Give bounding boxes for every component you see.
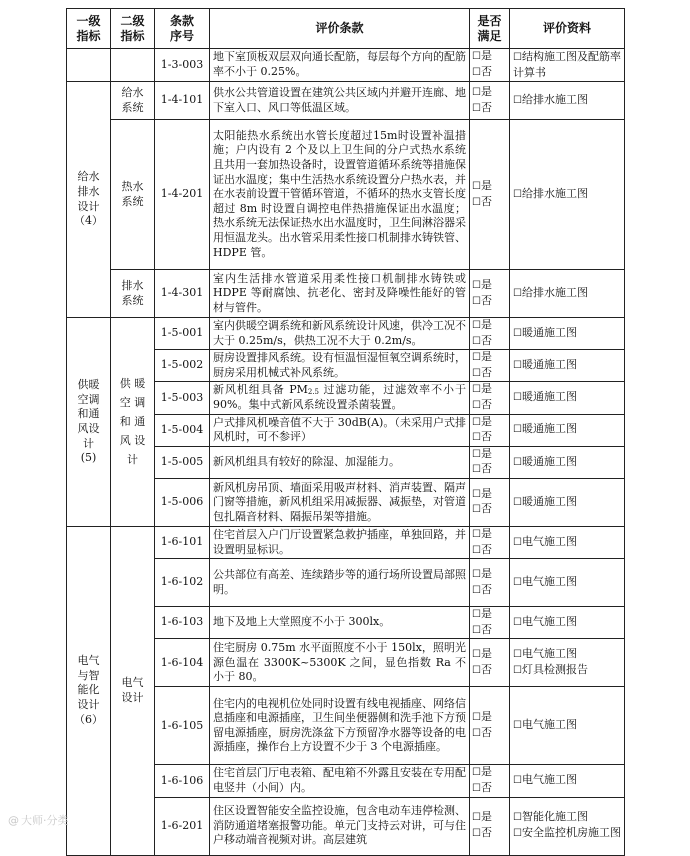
material-checkbox[interactable]: ☐ 结构施工图及配筋率计算书 — [513, 50, 621, 80]
option-yes-checkbox[interactable]: ☐ 是 — [472, 810, 507, 826]
material-checkbox[interactable]: ☐ 灯具检测报告 — [513, 663, 621, 679]
satisfied-cell — [470, 687, 510, 765]
level1-cell — [67, 49, 111, 82]
item-code: 1-4-101 — [155, 82, 210, 120]
item-code: 1-5-005 — [155, 446, 210, 478]
criteria-text: 住宅首层门厅电表箱、配电箱不外露且安装在专用配电竖井（小间）内。 — [210, 765, 470, 797]
option-yes-checkbox[interactable]: ☐ 是 — [472, 85, 507, 101]
materials-cell — [510, 270, 625, 318]
satisfied-cell — [470, 797, 510, 855]
satisfied-cell — [470, 478, 510, 526]
criteria-text: 太阳能热水系统出水管长度超过15m时设置补温措施；户内设有 2 个及以上卫生间的分户式热水系统且共用一套加热设备时，设置管道循环系统等措施保证出水温度；集中生活热水系统设置分户热水表，并在水表前设置干管循环管道，不循环的热水支管长度超过 8m 时设置自调控电伴热措施保证出水温度；热水系统无法保证热水出水温度时，卫生间淋浴器采用恒温龙头。出水管采用柔性接口机制排水铸铁管、HDPE 管。 — [210, 120, 470, 270]
criteria-table-document — [66, 8, 624, 856]
option-no-checkbox[interactable]: ☐ 否 — [472, 663, 507, 679]
criteria-text: 室内供暖空调系统和新风系统设计风速，供冷工况不大于 0.25m/s，供热工况不大于 0.2m/s。 — [210, 318, 470, 350]
materials-cell — [510, 49, 625, 82]
item-code: 1-4-301 — [155, 270, 210, 318]
satisfied-cell — [470, 559, 510, 607]
header-item-no: 条款 序号 — [155, 9, 210, 49]
materials-cell — [510, 382, 625, 414]
header-level2: 二级 指标 — [111, 9, 155, 49]
section-hvac: 供暖 空调 和通 风设 计 (5) — [67, 318, 111, 527]
materials-cell — [510, 687, 625, 765]
option-yes-checkbox[interactable]: ☐ 是 — [472, 607, 507, 623]
satisfied-cell — [470, 607, 510, 639]
satisfied-cell — [470, 270, 510, 318]
materials-cell — [510, 120, 625, 270]
header-criteria: 评价条款 — [210, 9, 470, 49]
option-no-checkbox[interactable]: ☐ 否 — [472, 294, 507, 310]
option-no-checkbox[interactable]: ☐ 否 — [472, 623, 507, 639]
material-checkbox[interactable]: ☐ 电气施工图 — [513, 647, 621, 663]
subsection-drainage: 排水 系统 — [111, 270, 155, 318]
watermark-logo-icon: @ — [8, 814, 19, 827]
item-code: 1-6-103 — [155, 607, 210, 639]
item-code: 1-6-104 — [155, 639, 210, 687]
criteria-text: 户式排风机噪音值不大于 30dB(A)。（未采用户式排风机时，可不参评） — [210, 414, 470, 446]
table-row — [67, 82, 625, 120]
option-yes-checkbox[interactable]: ☐ 是 — [472, 415, 507, 431]
criteria-text: 公共部位有高差、连续踏步等的通行场所设置局部照明。 — [210, 559, 470, 607]
satisfied-cell — [470, 382, 510, 414]
option-yes-checkbox[interactable]: ☐ 是 — [472, 49, 507, 65]
option-no-checkbox[interactable]: ☐ 否 — [472, 101, 507, 117]
section-electrical-intelligent: 电气 与智 能化 设计 （6） — [67, 526, 111, 855]
criteria-text: 住区设置智能安全监控设施，包含电动车违停检测、消防通道堵塞报警功能。单元门支持云对讲，可与住户移动端音视频对讲。高层建筑 — [210, 797, 470, 855]
option-no-checkbox[interactable]: ☐ 否 — [472, 781, 507, 797]
materials-cell — [510, 350, 625, 382]
criteria-text: 住宅首层入户门厅设置紧急救护插座，单独回路，并设置明显标识。 — [210, 526, 470, 558]
option-yes-checkbox[interactable]: ☐ 是 — [472, 567, 507, 583]
item-code: 1-4-201 — [155, 120, 210, 270]
item-code: 1-5-003 — [155, 382, 210, 414]
material-checkbox[interactable]: ☐ 智能化施工图 — [513, 810, 621, 826]
satisfied-cell — [470, 49, 510, 82]
materials-cell — [510, 318, 625, 350]
watermark-text: 大师·分类 — [21, 814, 69, 827]
subsection-electrical: 电气 设计 — [111, 526, 155, 855]
criteria-text: 新风机组具有较好的除湿、加湿能力。 — [210, 446, 470, 478]
option-no-checkbox[interactable]: ☐ 否 — [472, 65, 507, 81]
materials-cell — [510, 607, 625, 639]
satisfied-cell — [470, 765, 510, 797]
header-satisfied: 是否 满足 — [470, 9, 510, 49]
materials-cell — [510, 559, 625, 607]
header-materials: 评价资料 — [510, 9, 625, 49]
option-yes-checkbox[interactable]: ☐ 是 — [472, 318, 507, 334]
item-code: 1-5-006 — [155, 478, 210, 526]
materials-cell — [510, 765, 625, 797]
satisfied-cell — [470, 446, 510, 478]
option-no-checkbox[interactable]: ☐ 否 — [472, 726, 507, 742]
item-code: 1-6-201 — [155, 797, 210, 855]
option-yes-checkbox[interactable]: ☐ 是 — [472, 710, 507, 726]
material-checkbox[interactable]: ☐ 暖通施工图 — [513, 390, 621, 406]
materials-cell — [510, 414, 625, 446]
header-level1: 一级 指标 — [67, 9, 111, 49]
criteria-text: 地下室顶板双层双向通长配筋，每层每个方向的配筋率不小于 0.25%。 — [210, 49, 470, 82]
satisfied-cell — [470, 318, 510, 350]
table-row — [67, 270, 625, 318]
item-code: 1-5-004 — [155, 414, 210, 446]
material-checkbox[interactable]: ☐ 给排水施工图 — [513, 187, 621, 203]
satisfied-cell — [470, 82, 510, 120]
materials-cell — [510, 639, 625, 687]
material-checkbox[interactable]: ☐ 电气施工图 — [513, 773, 621, 789]
material-checkbox[interactable]: ☐ 暖通施工图 — [513, 326, 621, 342]
satisfied-cell — [470, 526, 510, 558]
materials-cell — [510, 526, 625, 558]
option-no-checkbox[interactable]: ☐ 否 — [472, 430, 507, 446]
criteria-text: 地下及地上大堂照度不小于 300lx。 — [210, 607, 470, 639]
header-row — [67, 9, 625, 49]
materials-cell — [510, 797, 625, 855]
criteria-text: 厨房设置排风系统。设有恒温恒湿恒氧空调系统时，厨房采用机械式补风系统。 — [210, 350, 470, 382]
table-row — [67, 49, 625, 82]
material-checkbox[interactable]: ☐ 电气施工图 — [513, 615, 621, 631]
option-no-checkbox[interactable]: ☐ 否 — [472, 334, 507, 350]
option-yes-checkbox[interactable]: ☐ 是 — [472, 278, 507, 294]
material-checkbox[interactable]: ☐ 暖通施工图 — [513, 495, 621, 511]
satisfied-cell — [470, 350, 510, 382]
item-code: 1-6-106 — [155, 765, 210, 797]
subsection-hvac: 供 暖 空 调 和 通 风 设 计 — [111, 318, 155, 527]
option-yes-checkbox[interactable]: ☐ 是 — [472, 527, 507, 543]
criteria-text: 室内生活排水管道采用柔性接口机制排水铸铁或 HDPE 等耐腐蚀、抗老化、密封及降噪性能好的管材与管件。 — [210, 270, 470, 318]
level2-cell — [111, 49, 155, 82]
materials-cell — [510, 82, 625, 120]
item-code: 1-5-002 — [155, 350, 210, 382]
option-yes-checkbox[interactable]: ☐ 是 — [472, 647, 507, 663]
watermark — [8, 812, 69, 828]
criteria-text: 新风机房吊顶、墙面采用吸声材料、消声装置、隔声门窗等措施，新风机组采用减振器、减振垫，对管道包扎隔音材料、隔振吊架等措施。 — [210, 478, 470, 526]
criteria-table — [66, 8, 625, 856]
section-water-supply-drainage: 给水 排水 设计 （4） — [67, 82, 111, 318]
option-yes-checkbox[interactable]: ☐ 是 — [472, 765, 507, 781]
option-yes-checkbox[interactable]: ☐ 是 — [472, 179, 507, 195]
item-code: 1-6-101 — [155, 526, 210, 558]
option-no-checkbox[interactable]: ☐ 否 — [472, 366, 507, 382]
criteria-text: 住宅内的电视机位处同时设置有线电视插座、网络信息插座和电源插座，卫生间坐便器侧和洗手池下方预留电源插座，厨房洗涤盆下方预留净水器等设备的电源插座，操作台上方设置不少于 3 个电源插座。 — [210, 687, 470, 765]
subsection-water-supply: 给水 系统 — [111, 82, 155, 120]
subsection-hot-water: 热水 系统 — [111, 120, 155, 270]
item-code: 1-3-003 — [155, 49, 210, 82]
option-yes-checkbox[interactable]: ☐ 是 — [472, 447, 507, 463]
material-checkbox[interactable]: ☐ 暖通施工图 — [513, 455, 621, 471]
option-no-checkbox[interactable]: ☐ 否 — [472, 543, 507, 559]
item-code: 1-6-105 — [155, 687, 210, 765]
material-checkbox[interactable]: ☐ 给排水施工图 — [513, 286, 621, 302]
option-yes-checkbox[interactable]: ☐ 是 — [472, 487, 507, 503]
material-checkbox[interactable]: ☐ 电气施工图 — [513, 718, 621, 734]
item-code: 1-6-102 — [155, 559, 210, 607]
material-checkbox[interactable]: ☐ 安全监控机房施工图 — [513, 826, 621, 842]
satisfied-cell — [470, 120, 510, 270]
option-no-checkbox[interactable]: ☐ 否 — [472, 195, 507, 211]
satisfied-cell — [470, 639, 510, 687]
satisfied-cell — [470, 414, 510, 446]
table-row — [67, 120, 625, 270]
option-no-checkbox[interactable]: ☐ 否 — [472, 583, 507, 599]
option-no-checkbox[interactable]: ☐ 否 — [472, 398, 507, 414]
option-yes-checkbox[interactable]: ☐ 是 — [472, 382, 507, 398]
option-no-checkbox[interactable]: ☐ 否 — [472, 502, 507, 518]
option-yes-checkbox[interactable]: ☐ 是 — [472, 350, 507, 366]
material-checkbox[interactable]: ☐ 电气施工图 — [513, 575, 621, 591]
option-no-checkbox[interactable]: ☐ 否 — [472, 826, 507, 842]
material-checkbox[interactable]: ☐ 暖通施工图 — [513, 422, 621, 438]
materials-cell — [510, 478, 625, 526]
item-code: 1-5-001 — [155, 318, 210, 350]
material-checkbox[interactable]: ☐ 给排水施工图 — [513, 93, 621, 109]
option-no-checkbox[interactable]: ☐ 否 — [472, 462, 507, 478]
materials-cell — [510, 446, 625, 478]
table-row — [67, 318, 625, 350]
material-checkbox[interactable]: ☐ 暖通施工图 — [513, 358, 621, 374]
criteria-text: 住宅厨房 0.75m 水平面照度不小于 150lx，照明光源色温在 3300K~5300K 之间，显色指数 Ra 不小于 80。 — [210, 639, 470, 687]
criteria-text: 新风机组具备 $PM_{2.5}$ 过滤功能，过滤效率不小于 90%。集中式新风系统设置杀菌装置。 — [210, 382, 470, 414]
material-checkbox[interactable]: ☐ 电气施工图 — [513, 535, 621, 551]
criteria-text: 供水公共管道设置在建筑公共区域内并避开连廊、地下室入口、风口等低温区域。 — [210, 82, 470, 120]
table-row — [67, 526, 625, 558]
